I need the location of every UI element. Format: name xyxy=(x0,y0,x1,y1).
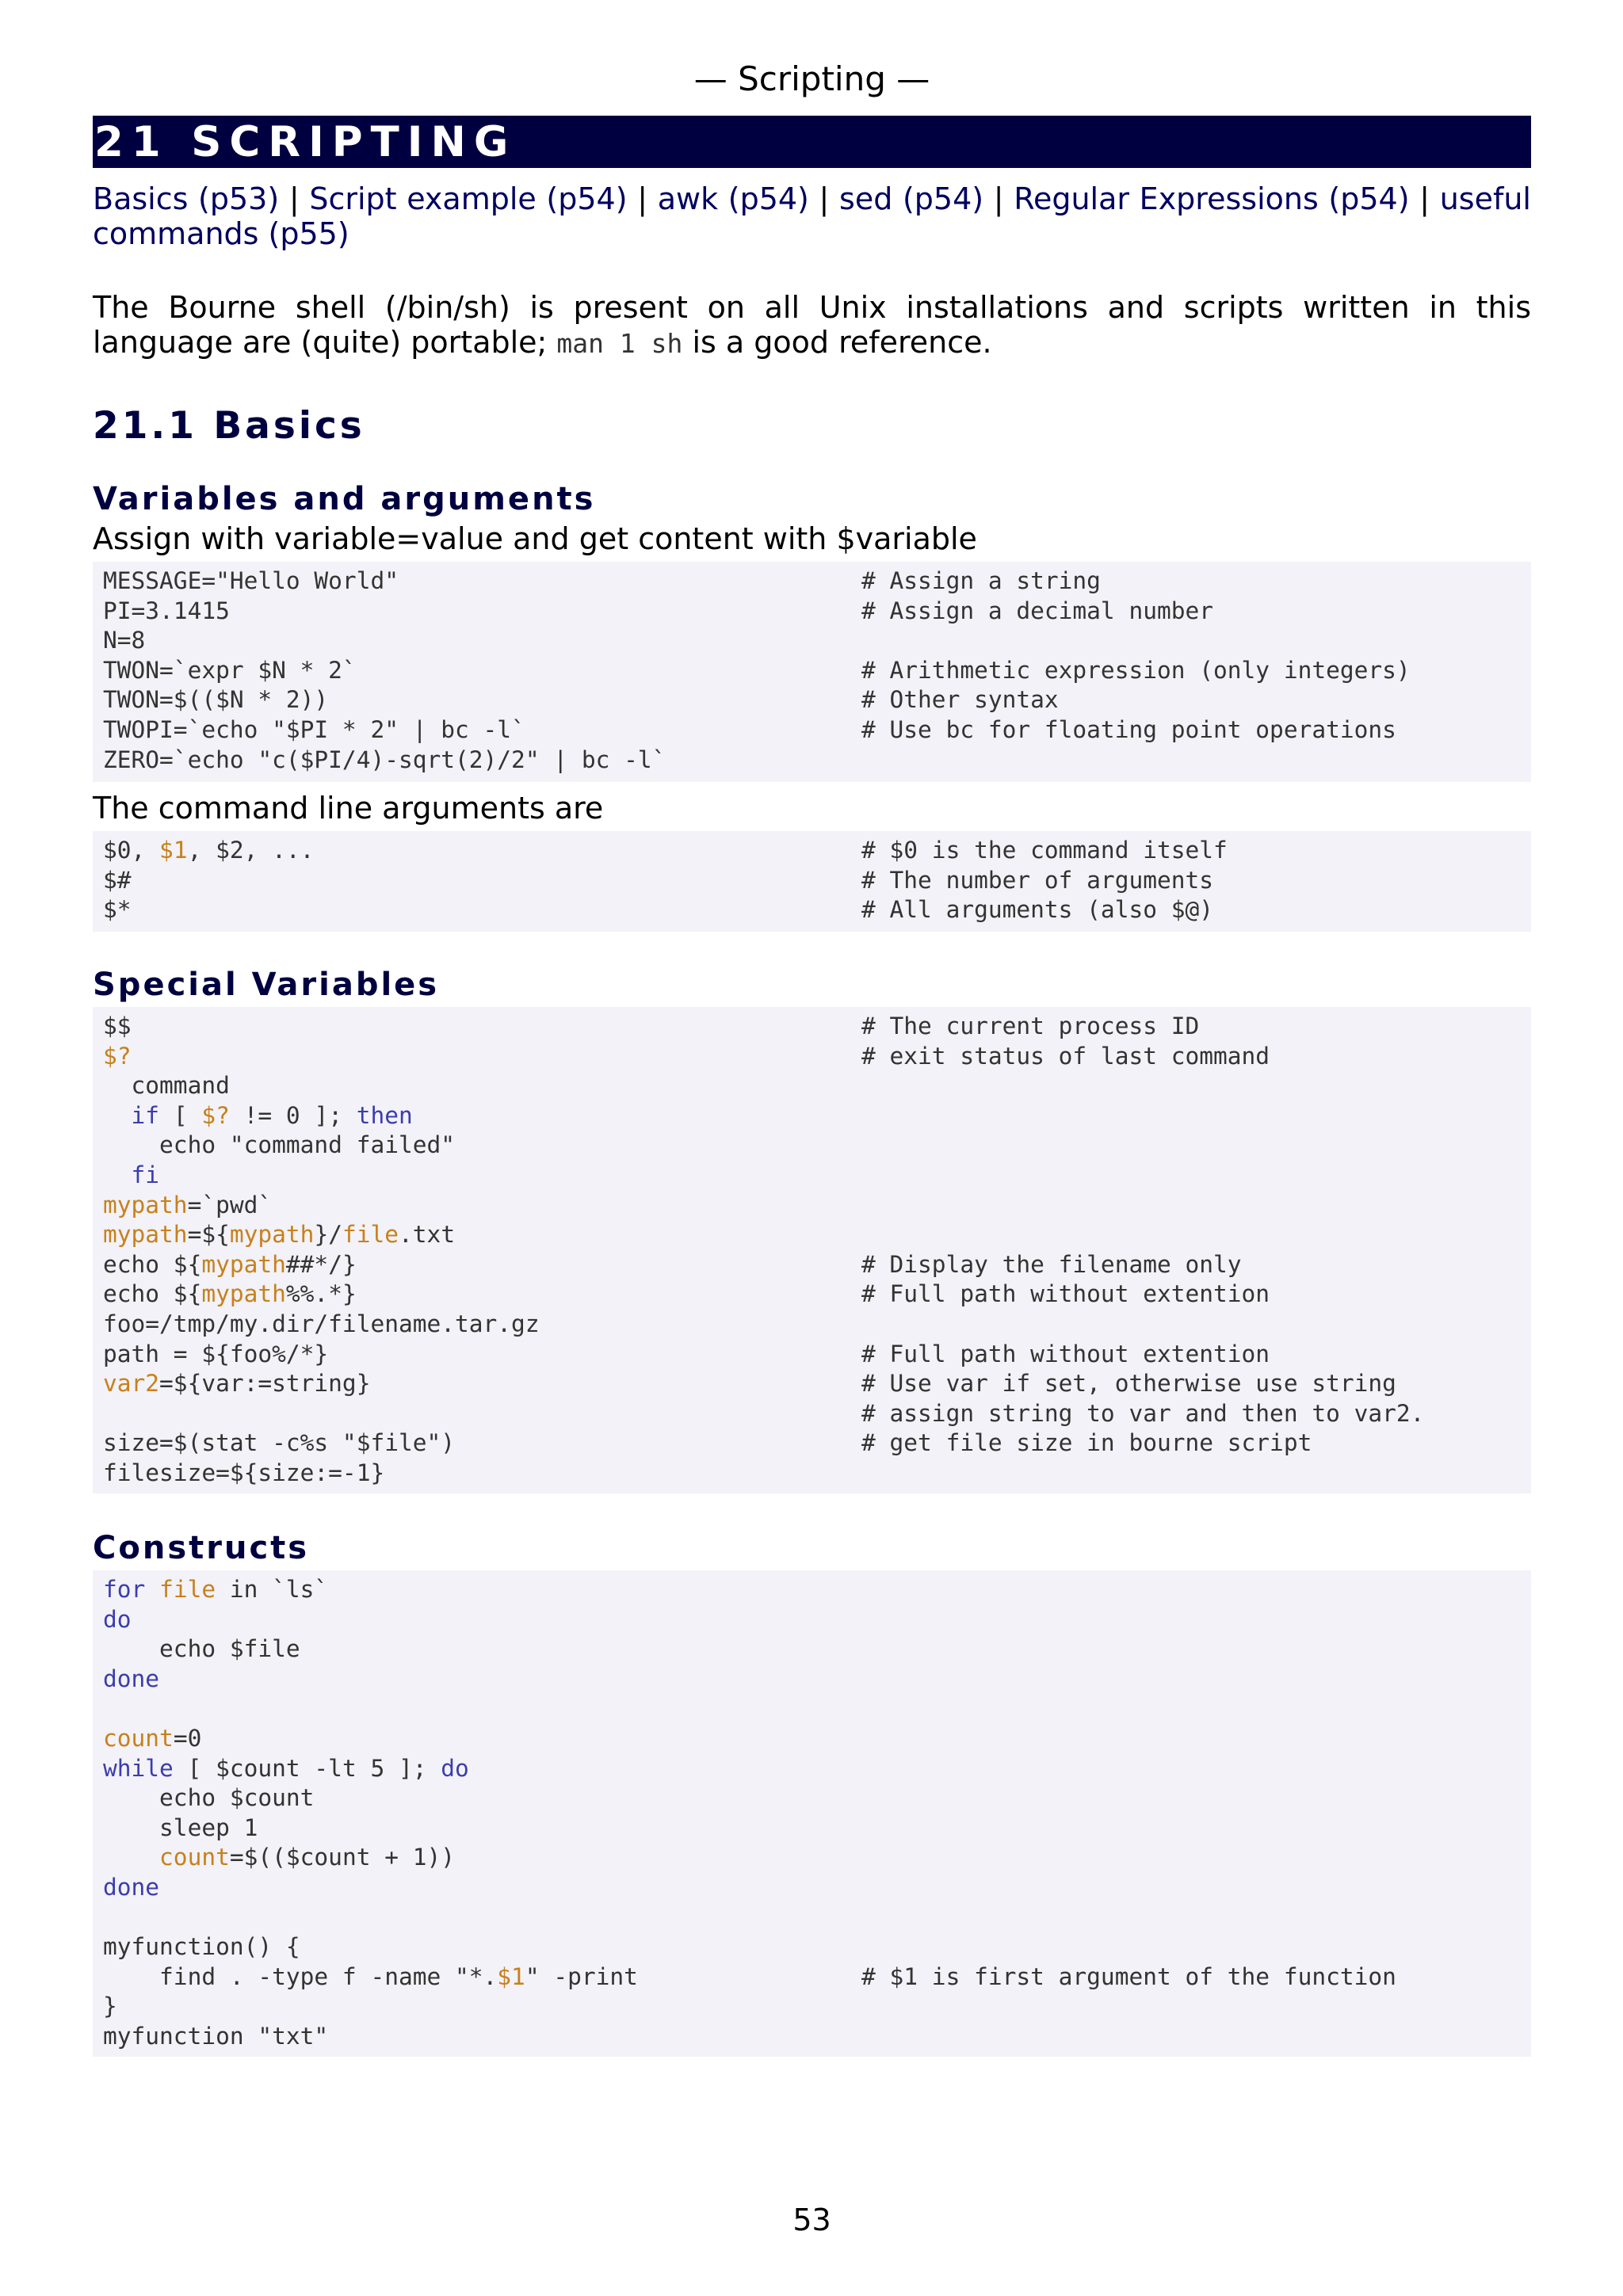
code-text: } xyxy=(103,1993,117,2020)
code-comment: # $0 is the command itself xyxy=(861,837,1228,864)
code-comment: # Use var if set, otherwise use string xyxy=(861,1370,1396,1398)
code-line xyxy=(103,1340,1531,1370)
chapter-toc xyxy=(93,181,1531,251)
code-text: PI=3.1415 xyxy=(103,597,230,624)
code-line xyxy=(103,1724,1531,1754)
code-line xyxy=(103,1310,1531,1340)
code-comment: # All arguments (also $@) xyxy=(861,896,1214,924)
code-line xyxy=(103,1903,1531,1933)
code-text: do xyxy=(103,1605,132,1633)
code-line xyxy=(103,1873,1531,1903)
code-text: path = ${foo%/*} xyxy=(103,1340,329,1367)
code-block-constructs xyxy=(93,1570,1531,2057)
variables-intro: Assign with variable=value and get content with $variable xyxy=(93,521,977,556)
code-text: $* xyxy=(103,896,132,924)
toc-link-sed[interactable]: sed (p54) xyxy=(839,181,984,216)
code-line xyxy=(103,1843,1531,1873)
code-text: $# xyxy=(103,866,132,894)
code-line xyxy=(103,566,1531,597)
code-text: echo $count xyxy=(103,1784,315,1812)
code-line xyxy=(103,2022,1531,2052)
code-block-variables xyxy=(93,562,1531,782)
toc-separator: | xyxy=(1419,181,1430,216)
code-comment: # Display the filename only xyxy=(861,1250,1242,1278)
code-comment: # exit status of last command xyxy=(861,1042,1270,1070)
code-text: $$ xyxy=(103,1013,132,1039)
code-text: mypath=${mypath}/file.txt xyxy=(103,1221,456,1249)
variables-heading: Variables and arguments xyxy=(93,481,596,517)
intro-text-end: is a good reference. xyxy=(682,325,992,360)
code-line xyxy=(103,685,1531,715)
code-text: var2=${var:=string} xyxy=(103,1370,371,1398)
code-text: echo ${mypath##*/} xyxy=(103,1250,357,1278)
code-line xyxy=(103,1634,1531,1665)
code-line xyxy=(103,895,1531,925)
code-text: count=$(($count + 1)) xyxy=(159,1844,456,1871)
code-comment: # Assign a decimal number xyxy=(861,597,1214,624)
toc-link-script-example[interactable]: Script example (p54) xyxy=(309,181,628,216)
code-text: myfunction "txt" xyxy=(103,2022,329,2050)
code-line xyxy=(103,836,1531,866)
code-line xyxy=(103,1369,1531,1399)
page-number: 53 xyxy=(792,2203,831,2237)
code-line xyxy=(103,1665,1531,1695)
code-text: sleep 1 xyxy=(103,1814,258,1841)
code-text: TWOPI=`echo "$PI * 2" | bc -l` xyxy=(103,715,525,743)
code-line xyxy=(103,1575,1531,1605)
code-comment: # Use bc for floating point operations xyxy=(861,715,1396,743)
code-line xyxy=(103,1161,1531,1191)
code-text: filesize=${size:=-1} xyxy=(103,1459,385,1486)
chapter-banner xyxy=(93,116,1531,168)
toc-separator: | xyxy=(288,181,300,216)
special-variables-heading: Special Variables xyxy=(93,967,440,1003)
code-comment: # assign string to var and then to var2. xyxy=(861,1399,1425,1427)
code-comment: # Assign a string xyxy=(861,567,1101,594)
toc-link-useful-commands[interactable]: useful commands (p55) xyxy=(93,181,1531,251)
code-text: done xyxy=(103,1873,160,1901)
code-text: size=$(stat -c%s "$file") xyxy=(103,1429,456,1457)
arguments-intro: The command line arguments are xyxy=(93,791,604,826)
code-text: N=8 xyxy=(103,627,146,654)
code-comment: # $1 is first argument of the function xyxy=(861,1962,1396,1990)
code-comment: # The number of arguments xyxy=(861,866,1214,894)
code-block-arguments xyxy=(93,831,1531,932)
code-line xyxy=(103,1399,1531,1429)
code-line xyxy=(103,1071,1531,1101)
code-line xyxy=(103,656,1531,686)
code-text: mypath=`pwd` xyxy=(103,1191,273,1219)
intro-inline-code: man 1 sh xyxy=(556,328,683,359)
code-line xyxy=(103,715,1531,746)
code-text: myfunction() { xyxy=(103,1933,300,1961)
intro-paragraph xyxy=(93,290,1531,361)
code-line xyxy=(103,1992,1531,2022)
code-comment: # The current process ID xyxy=(861,1013,1200,1039)
chapter-title: 21 SCRIPTING xyxy=(94,118,517,166)
code-text: while [ $count -lt 5 ]; do xyxy=(103,1754,469,1782)
code-line xyxy=(103,1962,1531,1993)
code-line xyxy=(103,1428,1531,1459)
code-text: echo ${mypath%%.*} xyxy=(103,1280,357,1308)
code-line xyxy=(103,1694,1531,1724)
code-text: TWON=$(($N * 2)) xyxy=(103,686,329,714)
code-text: for file in `ls` xyxy=(103,1576,329,1603)
code-text: echo "command failed" xyxy=(103,1131,456,1159)
code-line xyxy=(103,1754,1531,1784)
code-comment: # Full path without extention xyxy=(861,1280,1270,1308)
code-block-special-variables xyxy=(93,1007,1531,1493)
code-comment: # Other syntax xyxy=(861,686,1059,714)
code-text: ZERO=`echo "c($PI/4)-sqrt(2)/2" | bc -l` xyxy=(103,746,666,773)
code-comment: # get file size in bourne script xyxy=(861,1429,1312,1457)
code-text: TWON=`expr $N * 2` xyxy=(103,656,357,684)
toc-separator: | xyxy=(993,181,1004,216)
code-text: MESSAGE="Hello World" xyxy=(103,567,399,594)
code-text: command xyxy=(103,1072,230,1100)
code-line xyxy=(103,866,1531,896)
code-line xyxy=(103,1250,1531,1280)
code-line xyxy=(103,746,1531,776)
code-line xyxy=(103,626,1531,656)
code-text: echo $file xyxy=(103,1635,300,1663)
running-header: — Scripting — xyxy=(693,59,930,98)
code-text: find . -type f -name "*.$1" -print xyxy=(103,1962,638,1990)
code-text: foo=/tmp/my.dir/filename.tar.gz xyxy=(103,1310,540,1337)
toc-separator: | xyxy=(637,181,648,216)
section-title: 21.1 Basics xyxy=(93,404,365,448)
constructs-heading: Constructs xyxy=(93,1530,310,1566)
code-comment: # Arithmetic expression (only integers) xyxy=(861,656,1411,684)
toc-link-awk[interactable]: awk (p54) xyxy=(657,181,809,216)
code-line xyxy=(103,1280,1531,1310)
code-text: done xyxy=(103,1665,160,1692)
intro-text-start: The Bourne shell (/bin/sh) is present on all Unix installations and scripts written in this language are (quite) portable; xyxy=(93,290,1531,360)
code-text: $0, $1, $2, ... xyxy=(103,837,315,864)
code-line xyxy=(103,1605,1531,1635)
toc-link-regular-expressions[interactable]: Regular Expressions (p54) xyxy=(1014,181,1410,216)
toc-link-basics[interactable]: Basics (p53) xyxy=(93,181,280,216)
code-line xyxy=(103,1131,1531,1161)
code-text: if [ $? != 0 ]; then xyxy=(131,1101,413,1129)
code-line xyxy=(103,1042,1531,1072)
code-text: fi xyxy=(131,1161,160,1188)
code-comment: # Full path without extention xyxy=(861,1340,1270,1367)
toc-separator: | xyxy=(819,181,830,216)
code-line xyxy=(103,1101,1531,1131)
code-line xyxy=(103,1814,1531,1844)
code-line xyxy=(103,1220,1531,1250)
code-line xyxy=(103,1932,1531,1962)
code-line xyxy=(103,1459,1531,1489)
code-text: count=0 xyxy=(103,1724,202,1752)
code-line xyxy=(103,597,1531,627)
code-line xyxy=(103,1783,1531,1814)
code-text: $? xyxy=(103,1042,132,1070)
code-line xyxy=(103,1012,1531,1042)
code-line xyxy=(103,1191,1531,1221)
